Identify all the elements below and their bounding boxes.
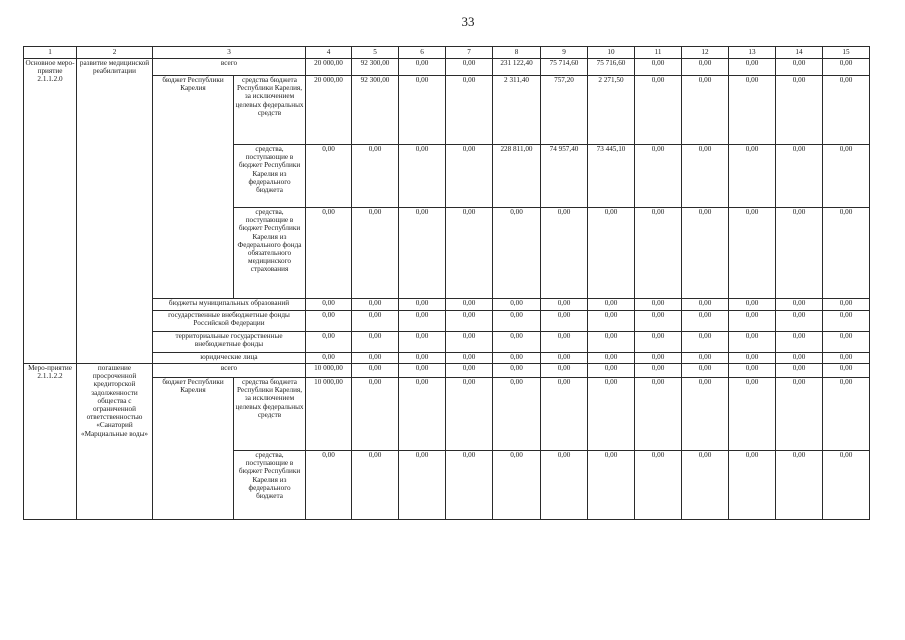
value-cell: 0,00 <box>729 145 776 208</box>
value-cell: 0,00 <box>635 364 682 378</box>
source-label: всего <box>153 364 306 378</box>
value-cell: 0,00 <box>352 364 399 378</box>
value-cell: 0,00 <box>682 311 729 332</box>
value-cell: 0,00 <box>588 451 635 520</box>
value-cell: 0,00 <box>306 332 352 353</box>
value-cell: 0,00 <box>541 311 588 332</box>
column-number: 10 <box>588 47 635 59</box>
value-cell: 0,00 <box>352 145 399 208</box>
value-cell: 0,00 <box>682 364 729 378</box>
value-cell: 0,00 <box>446 59 493 76</box>
value-cell: 0,00 <box>541 208 588 299</box>
value-cell: 0,00 <box>399 208 446 299</box>
value-cell: 0,00 <box>823 378 870 451</box>
value-cell: 0,00 <box>776 451 823 520</box>
value-cell: 0,00 <box>446 299 493 311</box>
source-label: бюджеты муниципальных образований <box>153 299 306 311</box>
value-cell: 0,00 <box>493 378 541 451</box>
value-cell: 0,00 <box>729 59 776 76</box>
value-cell: 0,00 <box>399 76 446 145</box>
value-cell: 0,00 <box>306 145 352 208</box>
value-cell: 0,00 <box>729 208 776 299</box>
value-cell: 0,00 <box>399 311 446 332</box>
activity-name: погашение просроченной кредиторской задолженности общества с ограниченной ответственностью «Санаторий «Марциальные воды» <box>77 364 153 520</box>
value-cell: 73 445,10 <box>588 145 635 208</box>
activity-code: Меро-приятие 2.1.1.2.2 <box>24 364 77 520</box>
value-cell: 2 271,50 <box>588 76 635 145</box>
value-cell: 0,00 <box>682 299 729 311</box>
column-number: 15 <box>823 47 870 59</box>
budget-table <box>23 46 870 520</box>
value-cell: 20 000,00 <box>306 76 352 145</box>
value-cell: 75 716,60 <box>588 59 635 76</box>
value-cell: 0,00 <box>776 364 823 378</box>
activity-code: Основное меро-приятие 2.1.1.2.0 <box>24 59 77 364</box>
value-cell: 0,00 <box>399 378 446 451</box>
value-cell: 0,00 <box>776 378 823 451</box>
value-cell: 0,00 <box>776 208 823 299</box>
value-cell: 0,00 <box>493 208 541 299</box>
value-cell: 0,00 <box>729 451 776 520</box>
value-cell: 10 000,00 <box>306 364 352 378</box>
value-cell: 0,00 <box>352 332 399 353</box>
value-cell: 0,00 <box>588 299 635 311</box>
value-cell: 0,00 <box>352 451 399 520</box>
value-cell: 0,00 <box>682 208 729 299</box>
value-cell: 0,00 <box>635 451 682 520</box>
value-cell: 0,00 <box>776 59 823 76</box>
value-cell: 0,00 <box>399 451 446 520</box>
value-cell: 0,00 <box>729 353 776 364</box>
value-cell: 20 000,00 <box>306 59 352 76</box>
value-cell: 0,00 <box>306 353 352 364</box>
value-cell: 757,20 <box>541 76 588 145</box>
value-cell: 0,00 <box>541 353 588 364</box>
value-cell: 0,00 <box>446 451 493 520</box>
value-cell: 0,00 <box>446 353 493 364</box>
value-cell: 0,00 <box>352 208 399 299</box>
source-label: юридические лица <box>153 353 306 364</box>
value-cell: 0,00 <box>635 299 682 311</box>
value-cell: 0,00 <box>682 59 729 76</box>
value-cell: 0,00 <box>446 332 493 353</box>
column-number: 12 <box>682 47 729 59</box>
column-number-row <box>24 47 870 59</box>
activity-name: развитие медицинской реабилитации <box>77 59 153 364</box>
value-cell: 0,00 <box>823 208 870 299</box>
value-cell: 0,00 <box>446 311 493 332</box>
value-cell: 0,00 <box>588 353 635 364</box>
budget-rk-label: бюджет Республики Карелия <box>153 76 234 299</box>
value-cell: 0,00 <box>682 353 729 364</box>
column-number: 5 <box>352 47 399 59</box>
value-cell: 0,00 <box>729 311 776 332</box>
value-cell: 0,00 <box>493 364 541 378</box>
value-cell: 0,00 <box>776 299 823 311</box>
value-cell: 0,00 <box>493 353 541 364</box>
value-cell: 0,00 <box>493 299 541 311</box>
value-cell: 0,00 <box>823 451 870 520</box>
value-cell: 0,00 <box>446 145 493 208</box>
value-cell: 0,00 <box>446 378 493 451</box>
value-cell: 0,00 <box>823 145 870 208</box>
page-number: 33 <box>461 14 475 29</box>
value-cell: 0,00 <box>352 353 399 364</box>
column-number: 8 <box>493 47 541 59</box>
value-cell: 228 811,00 <box>493 145 541 208</box>
value-cell: 0,00 <box>776 332 823 353</box>
value-cell: 0,00 <box>399 332 446 353</box>
column-number: 4 <box>306 47 352 59</box>
value-cell: 0,00 <box>493 311 541 332</box>
value-cell: 0,00 <box>729 332 776 353</box>
value-cell: 0,00 <box>352 378 399 451</box>
value-cell: 0,00 <box>729 299 776 311</box>
value-cell: 0,00 <box>541 332 588 353</box>
source-label: всего <box>153 59 306 76</box>
value-cell: 0,00 <box>399 145 446 208</box>
value-cell: 0,00 <box>635 208 682 299</box>
value-cell: 0,00 <box>588 208 635 299</box>
table-row <box>24 59 870 76</box>
value-cell: 74 957,40 <box>541 145 588 208</box>
column-number: 9 <box>541 47 588 59</box>
value-cell: 231 122,40 <box>493 59 541 76</box>
value-cell: 0,00 <box>635 332 682 353</box>
value-cell: 0,00 <box>682 145 729 208</box>
value-cell: 75 714,60 <box>541 59 588 76</box>
value-cell: 0,00 <box>399 59 446 76</box>
source-label: средства, поступающие в бюджет Республики Карелия из федерального бюджета <box>234 145 306 208</box>
column-number: 1 <box>24 47 77 59</box>
value-cell: 0,00 <box>823 332 870 353</box>
value-cell: 0,00 <box>823 76 870 145</box>
value-cell: 0,00 <box>399 299 446 311</box>
table-row <box>24 364 870 378</box>
column-number: 14 <box>776 47 823 59</box>
value-cell: 0,00 <box>399 353 446 364</box>
value-cell: 0,00 <box>823 353 870 364</box>
value-cell: 0,00 <box>776 353 823 364</box>
value-cell: 0,00 <box>306 311 352 332</box>
value-cell: 0,00 <box>306 208 352 299</box>
value-cell: 0,00 <box>682 76 729 145</box>
value-cell: 0,00 <box>352 311 399 332</box>
column-number: 7 <box>446 47 493 59</box>
value-cell: 0,00 <box>446 364 493 378</box>
value-cell: 0,00 <box>352 299 399 311</box>
source-label: средства, поступающие в бюджет Республики Карелия из Федерального фонда обязательного медицинского страхования <box>234 208 306 299</box>
value-cell: 0,00 <box>729 378 776 451</box>
value-cell: 0,00 <box>306 451 352 520</box>
value-cell: 0,00 <box>776 76 823 145</box>
value-cell: 0,00 <box>306 299 352 311</box>
value-cell: 0,00 <box>493 451 541 520</box>
value-cell: 0,00 <box>541 378 588 451</box>
value-cell: 0,00 <box>541 364 588 378</box>
value-cell: 0,00 <box>635 353 682 364</box>
value-cell: 0,00 <box>776 145 823 208</box>
value-cell: 0,00 <box>729 76 776 145</box>
value-cell: 0,00 <box>493 332 541 353</box>
column-number: 2 <box>77 47 153 59</box>
value-cell: 0,00 <box>588 364 635 378</box>
value-cell: 0,00 <box>635 145 682 208</box>
value-cell: 0,00 <box>399 364 446 378</box>
value-cell: 0,00 <box>776 311 823 332</box>
value-cell: 0,00 <box>541 451 588 520</box>
value-cell: 0,00 <box>823 311 870 332</box>
value-cell: 0,00 <box>635 76 682 145</box>
source-label: средства бюджета Республики Карелия, за исключением целевых федеральных средств <box>234 76 306 145</box>
column-number: 6 <box>399 47 446 59</box>
source-label: территориальные государственные внебюджетные фонды <box>153 332 306 353</box>
value-cell: 0,00 <box>635 311 682 332</box>
value-cell: 0,00 <box>823 299 870 311</box>
source-label: средства, поступающие в бюджет Республики Карелия из федерального бюджета <box>234 451 306 520</box>
value-cell: 0,00 <box>682 378 729 451</box>
value-cell: 0,00 <box>729 364 776 378</box>
source-label: государственные внебюджетные фонды Российской Федерации <box>153 311 306 332</box>
value-cell: 0,00 <box>823 59 870 76</box>
value-cell: 2 311,40 <box>493 76 541 145</box>
value-cell: 10 000,00 <box>306 378 352 451</box>
column-number: 13 <box>729 47 776 59</box>
column-number: 11 <box>635 47 682 59</box>
value-cell: 0,00 <box>446 208 493 299</box>
value-cell: 0,00 <box>588 378 635 451</box>
value-cell: 0,00 <box>541 299 588 311</box>
budget-rk-label: бюджет Республики Карелия <box>153 378 234 520</box>
value-cell: 92 300,00 <box>352 59 399 76</box>
value-cell: 92 300,00 <box>352 76 399 145</box>
value-cell: 0,00 <box>823 364 870 378</box>
value-cell: 0,00 <box>682 332 729 353</box>
value-cell: 0,00 <box>588 332 635 353</box>
value-cell: 0,00 <box>588 311 635 332</box>
column-number: 3 <box>153 47 306 59</box>
source-label: средства бюджета Республики Карелия, за исключением целевых федеральных средств <box>234 378 306 451</box>
value-cell: 0,00 <box>635 378 682 451</box>
value-cell: 0,00 <box>635 59 682 76</box>
value-cell: 0,00 <box>446 76 493 145</box>
value-cell: 0,00 <box>682 451 729 520</box>
